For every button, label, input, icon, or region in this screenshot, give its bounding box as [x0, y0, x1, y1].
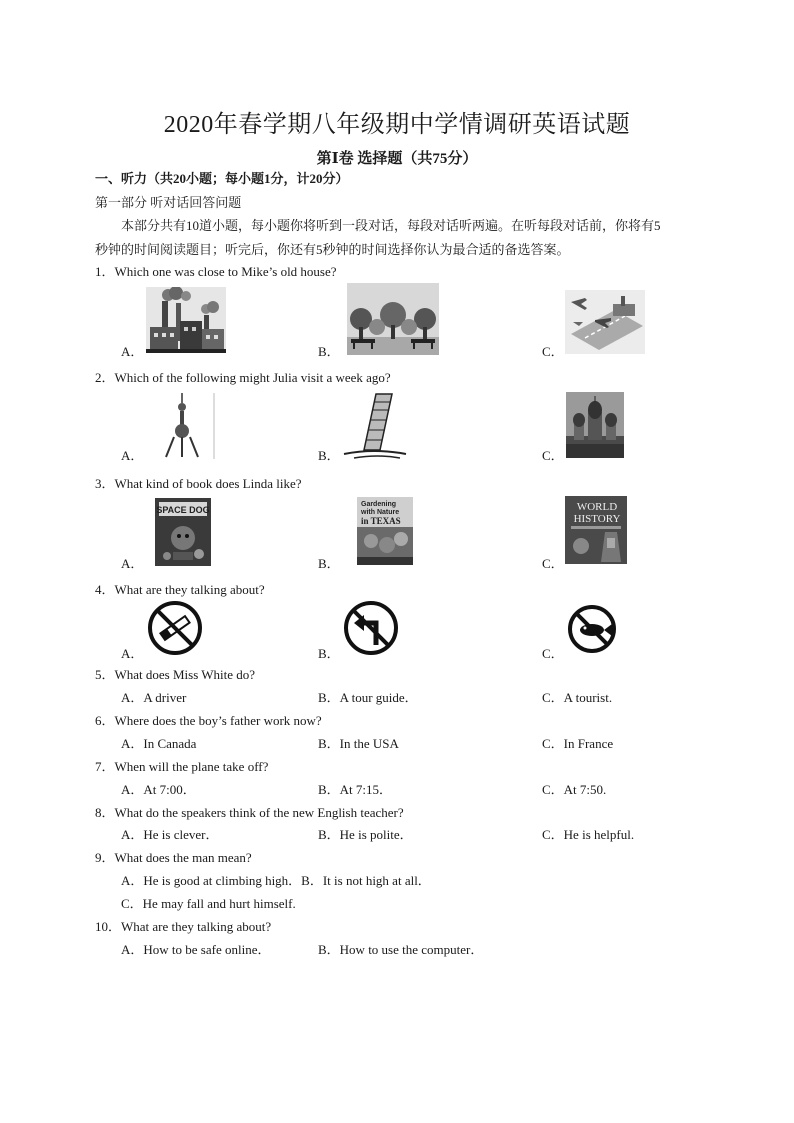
option-10a[interactable]: A．How to be safe online．: [121, 942, 271, 957]
no-fishing-sign-icon: [566, 603, 618, 655]
world-history-title-2: HISTORY: [573, 513, 621, 525]
gardening-book-cover: [357, 497, 413, 565]
option-5c[interactable]: C．A tourist.: [542, 690, 613, 705]
option-7a[interactable]: A．At 7:00．: [121, 782, 196, 797]
option-9c[interactable]: C．He may fall and hurt himself.: [121, 896, 296, 911]
question-5: 5．What does Miss White do?: [95, 667, 256, 682]
no-left-turn-sign-icon: [342, 599, 400, 657]
factory-image: [146, 287, 226, 353]
park-image: [347, 283, 439, 355]
option-4c-label[interactable]: C．: [542, 646, 564, 661]
world-history-book-cover: [565, 496, 627, 564]
page-title: 2020年春学期八年级期中学情调研英语试题: [163, 112, 631, 138]
instructions-line-2: 秒钟的时间阅读题目；听完后，你还有5秒钟的时间选择你认为最合适的备选答案。: [95, 242, 570, 257]
question-10: 10．What are they talking about?: [95, 919, 272, 934]
option-9ab[interactable]: A．He is good at climbing high．B．It is not high at all．: [121, 873, 431, 888]
option-8a[interactable]: A．He is clever．: [121, 827, 219, 842]
oriental-pearl-tower-image: [160, 393, 216, 459]
no-smoking-sign-icon: [146, 599, 204, 657]
cathedral-image: [566, 392, 624, 458]
question-6: 6．Where does the boy’s father work now?: [95, 713, 322, 728]
gardening-title-2: with Nature: [361, 509, 400, 516]
option-6a[interactable]: A．In Canada: [121, 736, 197, 751]
option-3a-label[interactable]: A．: [121, 556, 144, 571]
world-history-title-1: WORLD: [576, 501, 618, 513]
option-5b[interactable]: B．A tour guide．: [318, 690, 418, 705]
option-10b[interactable]: B．How to use the computer．: [318, 942, 484, 957]
option-8c[interactable]: C．He is helpful.: [542, 827, 635, 842]
instructions-line-1: 本部分共有10道小题，每小题你将听到一段对话，每段对话听两遍。在听每段对话前，你将有5: [121, 218, 661, 233]
option-5a[interactable]: A．A driver: [121, 690, 187, 705]
option-2c-label[interactable]: C．: [542, 448, 564, 463]
part-heading: 第一部分 听对话回答问题: [95, 195, 242, 210]
option-4a-label[interactable]: A．: [121, 646, 144, 661]
option-2a-label[interactable]: A．: [121, 448, 144, 463]
question-9: 9．What does the man mean?: [95, 850, 252, 865]
option-4b-label[interactable]: B．: [318, 646, 340, 661]
part-title: 第Ⅰ卷 选择题（共75分）: [316, 151, 478, 167]
option-7c[interactable]: C．At 7:50.: [542, 782, 607, 797]
airport-image: [565, 290, 645, 354]
option-6c[interactable]: C．In France: [542, 736, 614, 751]
question-7: 7．When will the plane take off?: [95, 759, 269, 774]
option-8b[interactable]: B．He is polite．: [318, 827, 413, 842]
question-1: 1．Which one was close to Mike’s old house?: [95, 264, 337, 279]
option-1b-label[interactable]: B．: [318, 344, 340, 359]
space-dog-title: SPACE DOG: [156, 505, 210, 515]
question-4: 4．What are they talking about?: [95, 582, 265, 597]
gardening-title-3: in TEXAS: [361, 516, 401, 526]
option-7b[interactable]: B．At 7:15．: [318, 782, 393, 797]
gardening-title-1: Gardening: [361, 501, 397, 508]
question-3: 3．What kind of book does Linda like?: [95, 476, 302, 491]
space-dog-book-cover: [155, 498, 211, 566]
option-3b-label[interactable]: B．: [318, 556, 340, 571]
option-6b[interactable]: B．In the USA: [318, 736, 399, 751]
option-2b-label[interactable]: B．: [318, 448, 340, 463]
leaning-tower-image: [340, 388, 410, 460]
section-heading: 一、听力（共20小题；每小题1分，计20分）: [95, 171, 349, 186]
option-1a-label[interactable]: A．: [121, 344, 144, 359]
question-2: 2．Which of the following might Julia visit a week ago?: [95, 370, 391, 385]
option-3c-label[interactable]: C．: [542, 556, 564, 571]
option-1c-label[interactable]: C．: [542, 344, 564, 359]
question-8: 8．What do the speakers think of the new English teacher?: [95, 805, 404, 820]
